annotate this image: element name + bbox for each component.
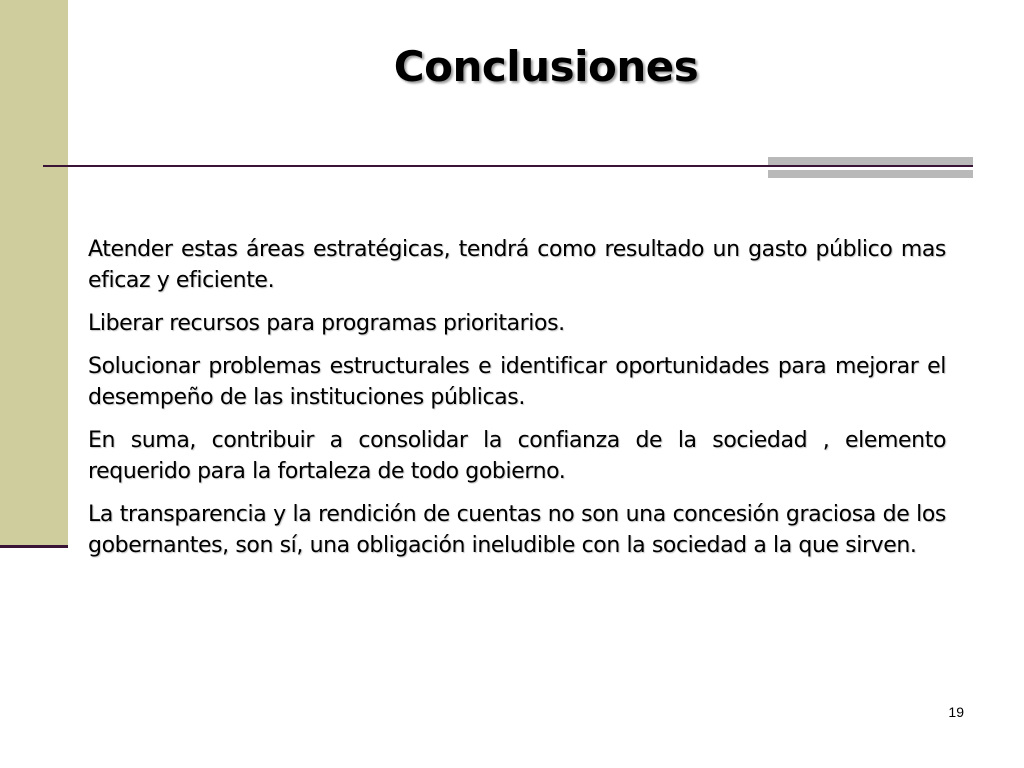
title-accent-stripes [768, 157, 973, 179]
accent-stripe-line [768, 165, 973, 167]
title-divider [43, 165, 768, 167]
slide-body [88, 234, 946, 573]
accent-stripe-bottom [768, 170, 973, 178]
paragraph-1: Atender estas áreas estratégicas, tendrá como resultado un gasto público mas eficaz y eficiente. [88, 237, 946, 293]
side-bar-rule [0, 545, 68, 548]
paragraph-5: La transparencia y la rendición de cuentas no son una concesión graciosa de los gobernantes, son sí, una obligación ineludible con la sociedad a la que sirven. [88, 502, 946, 558]
paragraph-2: Liberar recursos para programas prioritarios. [88, 311, 565, 336]
accent-stripe-top [768, 157, 973, 165]
paragraph-3: Solucionar problemas estructurales e identificar oportunidades para mejorar el desempeño de las instituciones públicas. [88, 354, 946, 410]
slide-title: Conclusiones [393, 42, 699, 91]
paragraph-4: En suma, contribuir a consolidar la confianza de la sociedad , elemento requerido para la fortaleza de todo gobierno. [88, 428, 946, 484]
side-bar-decoration [0, 0, 68, 545]
page-number: 19 [948, 704, 964, 720]
